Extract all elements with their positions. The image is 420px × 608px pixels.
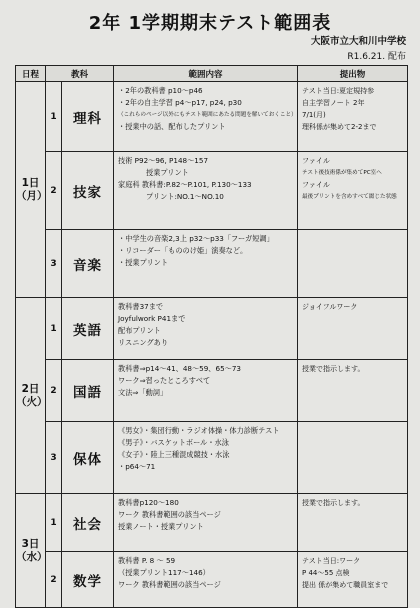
subject-name: 技家 <box>62 152 114 230</box>
range-line: 《女子》・陸上三種混成競技・水泳 <box>118 450 230 459</box>
range-line: 配布プリント <box>118 326 161 335</box>
table-row <box>16 82 408 152</box>
item-line: 自主学習ノート 2年 <box>302 99 365 107</box>
range-line: 教科書⇒p14〜41、48〜59、65〜73 <box>118 364 241 373</box>
items-cell <box>298 298 408 360</box>
day-weekday: （月） <box>16 189 48 202</box>
items-cell <box>298 82 408 152</box>
item-line: 提出 係が集めて職員室まで <box>302 581 389 589</box>
range-line: 教科書 P. 8 〜 59 <box>118 556 176 565</box>
item-line: 7/1(月) <box>302 111 326 119</box>
range-cell <box>114 494 298 552</box>
range-line: 教科書37まで <box>118 302 164 311</box>
col-header-range: 範囲内容 <box>114 66 298 82</box>
range-cell <box>114 298 298 360</box>
period-number: 1 <box>46 298 62 360</box>
item-line: ファイル <box>302 157 330 165</box>
schedule-table <box>15 65 408 608</box>
range-line: 技術 P92〜96, P148〜157 <box>118 156 209 165</box>
item-line: 理科係が集めて2-2まで <box>302 123 377 131</box>
item-line: テスト後技術係が集めてPC室へ <box>302 170 382 176</box>
range-line: Joyfulwork P41まで <box>118 314 186 323</box>
range-line: 家庭科 教科書:P.82〜P.101, P.130〜133 <box>118 180 252 189</box>
period-number: 3 <box>46 422 62 494</box>
range-line: ・授業プリント <box>118 258 169 267</box>
subject-name: 保体 <box>62 422 114 494</box>
item-line: テスト当日:ワーク <box>302 557 361 565</box>
item-line: ファイル <box>302 181 330 189</box>
items-cell <box>298 152 408 230</box>
range-line: ・中学生の音楽2,3上 p32〜p33「フーガ短調」 <box>118 234 274 243</box>
range-line: ・2年の教科書 p10〜p46 <box>118 86 203 95</box>
range-line: 《男子》・バスケットボール・水泳 <box>118 438 229 447</box>
range-line: （授業プリント117〜146） <box>118 568 210 577</box>
col-header-schedule: 日程 <box>16 66 46 82</box>
col-header-subject: 教科 <box>46 66 114 82</box>
item-line: 最後プリントを含めすべて綴じた状態 <box>302 194 397 200</box>
subject-name: 音楽 <box>62 230 114 298</box>
range-line: （これらのページ以外にもテスト範囲にあたる問題を解いておくこと） <box>118 112 297 118</box>
item-line: 授業で指示します。 <box>302 499 365 507</box>
range-cell <box>114 230 298 298</box>
table-row <box>16 360 408 422</box>
subject-name: 英語 <box>62 298 114 360</box>
range-line: ・授業中の話、配布したプリント <box>118 122 226 131</box>
period-number: 1 <box>46 494 62 552</box>
table-row <box>16 298 408 360</box>
day-cell <box>16 494 46 608</box>
header-row <box>16 66 408 82</box>
range-line: 《男女》・集団行動・ラジオ体操・体力診断テスト <box>118 426 280 435</box>
item-line: テスト当日:夏定規持参 <box>302 87 375 95</box>
table-row <box>16 494 408 552</box>
range-line: 授業プリント <box>146 168 189 177</box>
range-line: ワーク⇒習ったところすべて <box>118 376 211 385</box>
range-line: プリント:NO.1〜NO.10 <box>146 192 224 201</box>
range-line: 教科書p120〜180 <box>118 498 179 507</box>
table-row <box>16 230 408 298</box>
item-line: 授業で指示します。 <box>302 365 365 373</box>
day-cell <box>16 82 46 298</box>
distributed-label: 配布 <box>387 52 406 62</box>
item-line: ジョイフルワーク <box>302 303 358 311</box>
items-cell <box>298 230 408 298</box>
items-cell <box>298 552 408 608</box>
range-cell <box>114 422 298 494</box>
day-label: 1日 <box>21 176 40 189</box>
range-line: ワーク 教科書範囲の該当ページ <box>118 580 221 589</box>
period-number: 1 <box>46 82 62 152</box>
subject-name: 国語 <box>62 360 114 422</box>
item-line: P 44〜55 点検 <box>302 569 350 577</box>
school-name: 大阪市立大和川中学校 <box>310 36 406 47</box>
period-number: 3 <box>46 230 62 298</box>
table-row <box>16 422 408 494</box>
date-value: R1.6.21. <box>347 52 386 62</box>
subject-name: 数学 <box>62 552 114 608</box>
day-cell <box>16 298 46 494</box>
period-number: 2 <box>46 552 62 608</box>
day-label: 2日 <box>21 382 40 395</box>
items-cell <box>298 494 408 552</box>
table-row <box>16 152 408 230</box>
subject-name: 社会 <box>62 494 114 552</box>
items-cell <box>298 422 408 494</box>
range-line: ・リコーダー「もののけ姫」演奏など。 <box>118 246 248 255</box>
issue-date <box>347 49 406 62</box>
table-row <box>16 552 408 608</box>
period-number: 2 <box>46 360 62 422</box>
day-label: 3日 <box>21 537 40 550</box>
day-weekday: （火） <box>16 395 48 408</box>
range-line: リスニングあり <box>118 338 169 347</box>
range-line: ワーク 教科書範囲の該当ページ <box>118 510 221 519</box>
range-line: 文法⇒「動詞」 <box>118 388 168 397</box>
period-number: 2 <box>46 152 62 230</box>
subject-name: 理科 <box>62 82 114 152</box>
day-weekday: （水） <box>16 550 48 563</box>
range-line: ・p64〜71 <box>118 462 156 471</box>
col-header-items: 提出物 <box>298 66 408 82</box>
range-cell <box>114 552 298 608</box>
items-cell <box>298 360 408 422</box>
range-cell <box>114 360 298 422</box>
range-line: 授業ノート・授業プリント <box>118 522 204 531</box>
range-line: ・2年の自主学習 p4〜p17, p24, p30 <box>118 98 242 107</box>
range-cell <box>114 82 298 152</box>
range-cell <box>114 152 298 230</box>
page-title: 2年 1学期期末テスト範囲表 <box>88 13 332 34</box>
